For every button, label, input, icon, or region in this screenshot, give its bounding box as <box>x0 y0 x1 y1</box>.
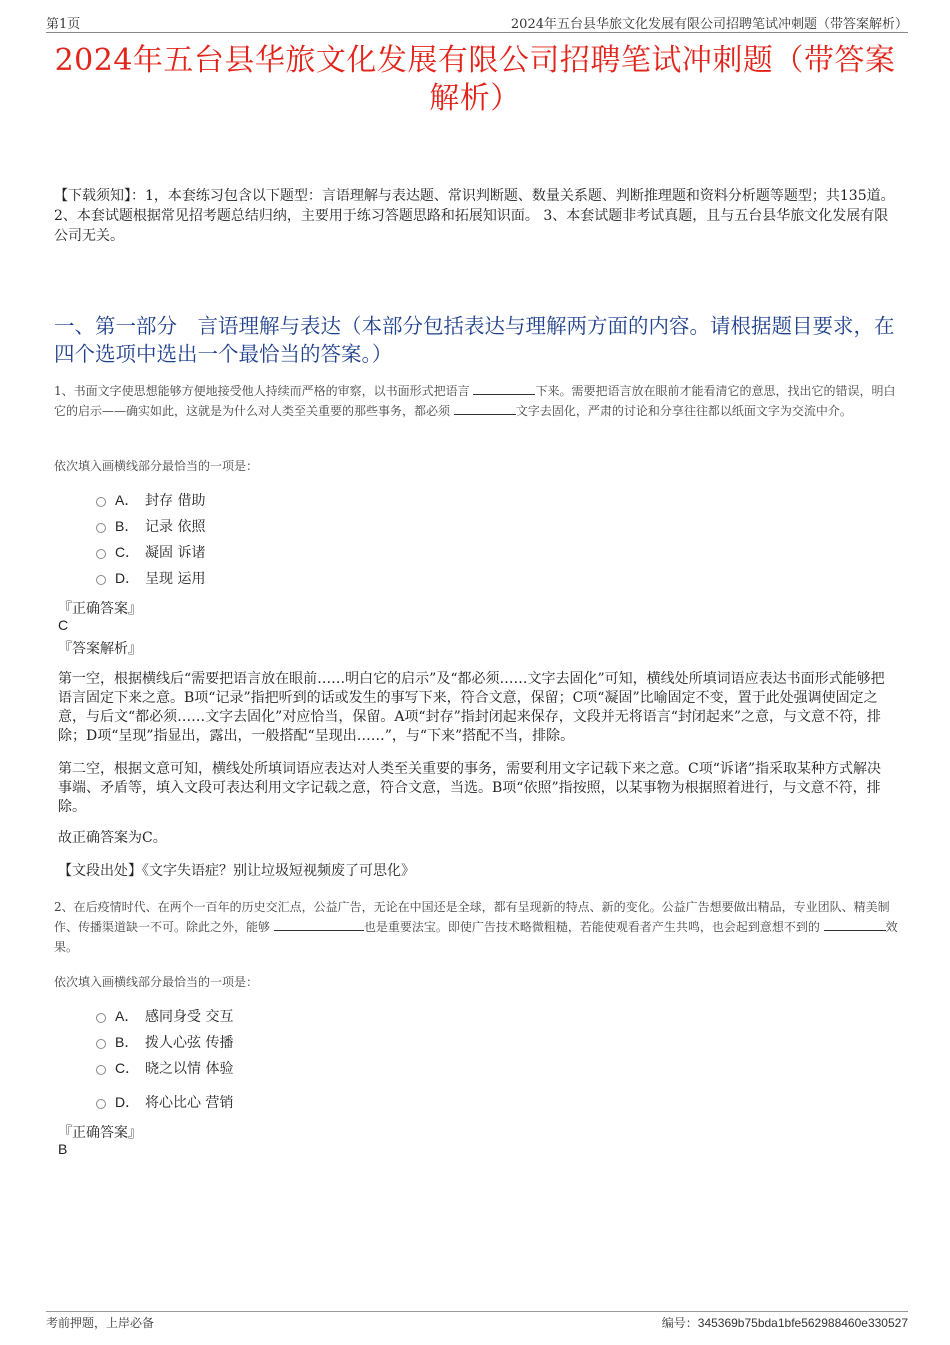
radio-icon[interactable] <box>96 549 106 559</box>
question-1-option-c[interactable] <box>96 542 205 562</box>
footer-code <box>662 1314 908 1331</box>
question-1-option-d[interactable] <box>96 568 205 588</box>
radio-icon[interactable] <box>96 1099 106 1109</box>
question-2-option-a[interactable] <box>96 1006 233 1026</box>
analysis-conclusion: 故正确答案为C。 <box>58 830 167 846</box>
blank-1 <box>274 918 364 931</box>
question-2-option-c[interactable] <box>96 1058 233 1078</box>
blank-1 <box>473 382 535 395</box>
option-letter: B． <box>115 1034 139 1050</box>
footer-code-value: 345369b75bda1bfe562988460e330527 <box>697 1316 908 1330</box>
question-2-text-a: 2、在后疫情时代、在两个一百年的历史交汇点，公益广告，无论在中国还是全球，都有呈现新的特点、新的变化。公益广告想要做出精品，专业团队、精美制作、传播渠道缺一不可。除此之外，能够 <box>54 900 890 934</box>
option-letter: D． <box>115 570 140 586</box>
question-1-text-b: 下来。需要把语言放在眼前才能看清它的意思，找出它的错误，明白它的启示——确实如此，这就是为什么对人类至关重要的那些事务，都必须 <box>54 384 896 418</box>
page-header <box>0 0 950 32</box>
radio-icon[interactable] <box>96 497 106 507</box>
question-1-analysis-label: 『答案解析』 <box>58 641 142 657</box>
footer-divider <box>46 1311 908 1312</box>
question-1-answer-label: 『正确答案』 <box>58 601 142 617</box>
radio-icon[interactable] <box>96 1039 106 1049</box>
question-1-answer: C <box>58 617 69 633</box>
question-1-option-b[interactable] <box>96 516 205 536</box>
option-letter: D． <box>115 1094 140 1110</box>
footer-code-label: 编号： <box>661 1316 698 1330</box>
question-2-text-b: 也是重要法宝。即使广告技术略微粗糙，若能使观看者产生共鸣，也会起到意想不到的 <box>363 920 824 934</box>
blank-2 <box>454 402 516 415</box>
question-2-answer-label: 『正确答案』 <box>58 1125 142 1141</box>
question-2-text-c: 效果。 <box>54 920 898 954</box>
option-text: 拨人心弦 传播 <box>145 1035 234 1051</box>
option-text: 呈现 运用 <box>145 571 206 587</box>
option-letter: B． <box>115 518 139 534</box>
option-letter: C． <box>115 1060 140 1076</box>
question-2-answer: B <box>58 1141 68 1157</box>
radio-icon[interactable] <box>96 1065 106 1075</box>
option-letter: C． <box>115 544 140 560</box>
page-number: 第1页 <box>46 17 81 32</box>
radio-icon[interactable] <box>96 1013 106 1023</box>
header-divider <box>46 32 908 33</box>
question-1-stem <box>54 381 899 421</box>
option-letter: A． <box>115 1008 139 1024</box>
option-letter: A． <box>115 492 139 508</box>
radio-icon[interactable] <box>96 523 106 533</box>
question-2-option-d[interactable] <box>96 1092 233 1112</box>
header-doc-title: 2024年五台县华旅文化发展有限公司招聘笔试冲刺题（带答案解析） <box>510 17 908 32</box>
question-1-option-a[interactable] <box>96 490 205 510</box>
option-text: 记录 依照 <box>145 519 206 535</box>
option-text: 封存 借助 <box>145 493 206 509</box>
document-title: 2024年五台县华旅文化发展有限公司招聘笔试冲刺题（带答案解析） <box>54 43 896 116</box>
question-1-prompt: 依次填入画横线部分最恰当的一项是： <box>54 459 259 473</box>
download-notice: 【下载须知】：1，本套练习包含以下题型：言语理解与表达题、常识判断题、数量关系题、判断推理题和资料分析题等题型；共135道。 2、本套试题根据常见招考题总结归纳，主要用于练习答题思路和拓展知识面。 3、本套试题非考试真题，且与五台县华旅文化发展有限公司无关。 <box>54 188 895 244</box>
analysis-paragraph: 第二空，根据文意可知，横线处所填词语应表达对人类至关重要的事务，需要利用文字记载下来之意。C项“诉诸”指采取某种方式解决事端、矛盾等，填入文段可表达利用文字记载之意，符合文意，当选。B项“依照”指按照，以某事物为根据照着进行，与文意不符，排除。 <box>58 761 882 815</box>
option-text: 晓之以情 体验 <box>145 1061 234 1077</box>
analysis-paragraph: 第一空，根据横线后“需要把语言放在眼前……明白它的启示”及“都必须……文字去固化”可知，横线处所填词语应表达书面形式能够把语言固定下来之意。B项“记录”指把听到的话或发生的事写下来，符合文意，保留；C项“凝固”比喻固定不变，置于此处强调使固定之意，与后文“都必须……文字去固化”对应恰当，保留。A项“封存”指封闭起来保存，文段并无将语言“封闭起来”之意，与文意不符，排除；D项“呈现”指显出，露出，一般搭配“呈现出……”，与“下来”搭配不当，排除。 <box>58 671 885 744</box>
question-2-stem <box>54 897 899 957</box>
footer-slogan: 考前押题，上岸必备 <box>46 1316 155 1330</box>
question-1-text-a: 1、书面文字使思想能够方便地接受他人持续而严格的审察，以书面形式把语言 <box>54 384 474 398</box>
analysis-source: 【文段出处】《文字失语症？别让垃圾短视频废了可思化》 <box>58 863 415 879</box>
question-1-text-c: 文字去固化，严肃的讨论和分享往往都以纸面文字为交流中介。 <box>515 404 852 418</box>
section-heading: 一、第一部分 言语理解与表达（本部分包括表达与理解两方面的内容。请根据题目要求，在四个选项中选出一个最恰当的答案。） <box>54 314 895 366</box>
option-text: 感同身受 交互 <box>145 1009 234 1025</box>
radio-icon[interactable] <box>96 575 106 585</box>
option-text: 凝固 诉诸 <box>145 545 206 561</box>
question-2-prompt: 依次填入画横线部分最恰当的一项是： <box>54 975 259 989</box>
blank-2 <box>824 918 886 931</box>
option-text: 将心比心 营销 <box>145 1095 234 1111</box>
question-2-option-b[interactable] <box>96 1032 233 1052</box>
